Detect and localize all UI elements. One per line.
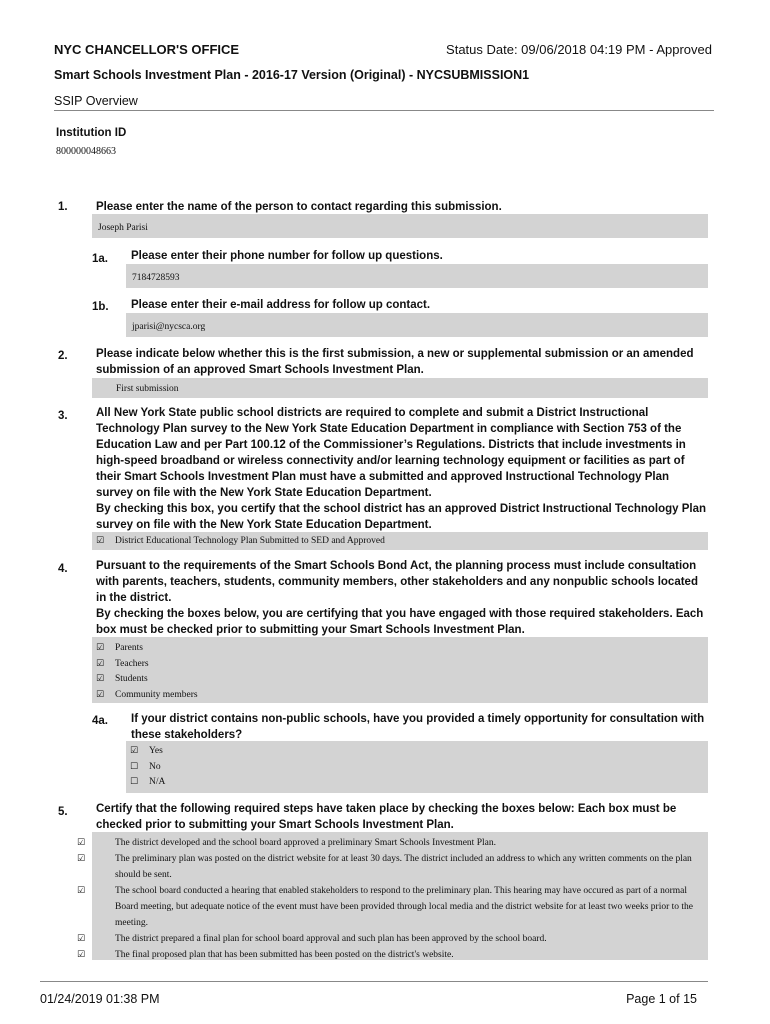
q5-option-posted — [77, 851, 696, 883]
q4-option-label: Parents — [115, 643, 143, 653]
q4a-text: If your district contains non-public schools, have you provided a timely opportunity for consultation with these stakeholders? — [131, 713, 705, 741]
q2-answer: First submission — [116, 384, 179, 394]
checkbox-checked-icon[interactable]: ☑ — [96, 658, 105, 669]
institution-id-label: Institution ID — [56, 127, 127, 139]
checkbox-checked-icon[interactable]: ☑ — [96, 643, 105, 653]
q5-option-developed — [77, 835, 696, 851]
q5-option-final-plan — [77, 931, 696, 947]
q3-text-main: All New York State public school districts are required to complete and submit a District Instructional Technology Plan survey to the New York State Education Department in compliance with Section 753 of the Education Law and per Part 100.12 of the Commissioner’s Regulations. Districts that include investments in high-speed broadband or wireless connectivity and/or learning technology equipment or facilities as part of their Smart Schools Investment Plan must have a submitted and approved Instructional Technology Plan survey on file with the New York State Education Department. — [96, 407, 686, 499]
q4-number: 4. — [58, 563, 68, 575]
q3-option-row — [96, 534, 385, 550]
q4a-option-label: N/A — [149, 777, 166, 788]
q4a-option-na — [130, 775, 165, 791]
q5-option-list — [77, 835, 696, 963]
q1b-text: Please enter their e-mail address for follow up contact. — [131, 299, 431, 311]
q1-answer: Joseph Parisi — [98, 223, 148, 233]
q4-option-list — [96, 641, 198, 703]
q4-option-students — [96, 672, 198, 688]
q5-option-website — [77, 947, 696, 963]
q4a-options-box — [126, 741, 708, 793]
q5-option-label: The district prepared a final plan for school board approval and such plan has been approved by the school board. — [115, 934, 547, 944]
q4a-option-no — [130, 760, 165, 776]
radio-unchecked-icon[interactable]: ☐ — [130, 761, 139, 772]
status-date: Status Date: 09/06/2018 04:19 PM - Approved — [446, 42, 712, 57]
page-number: Page 1 of 15 — [626, 992, 697, 1006]
q4a-option-label: No — [149, 761, 161, 772]
q5-option-label: The preliminary plan was posted on the district website for at least 30 days. The district included an address to which any written comments on the plan should be sent. — [115, 854, 692, 880]
q4a-number: 4a. — [92, 715, 108, 727]
q4-option-community — [96, 688, 198, 704]
q2-answer-box — [92, 378, 708, 398]
footer-divider — [40, 981, 708, 982]
q5-text: Certify that the following required steps have taken place by checking the boxes below: Each box must be checked prior to submitting your Smart Schools Investment Plan. — [96, 803, 677, 831]
q3-text-certify: By checking this box, you certify that the school district has an approved District Instructional Technology Plan survey on file with the New York State Education Department. — [96, 503, 707, 531]
q3-option-label: District Educational Technology Plan Submitted to SED and Approved — [115, 536, 385, 546]
q1-text: Please enter the name of the person to contact regarding this submission. — [96, 201, 502, 213]
checkbox-checked-icon[interactable]: ☑ — [96, 689, 105, 700]
q4a-option-yes — [130, 744, 165, 760]
q3-text — [96, 405, 708, 533]
radio-checked-icon[interactable]: ☑ — [130, 746, 139, 756]
q1a-number: 1a. — [92, 253, 108, 265]
office-name: NYC CHANCELLOR'S OFFICE — [54, 42, 240, 57]
checkbox-checked-icon[interactable]: ☑ — [77, 934, 86, 944]
q5-option-hearing — [77, 883, 696, 931]
q1b-number: 1b. — [92, 301, 109, 313]
q4-text-certify: By checking the boxes below, you are certifying that you have engaged with those required stakeholders. Each box must be checked prior to submitting your Smart Schools Investment Plan. — [96, 608, 704, 636]
q1-answer-box — [92, 214, 708, 238]
q4-option-label: Community members — [115, 689, 198, 700]
q1a-text: Please enter their phone number for follow up questions. — [131, 250, 443, 262]
q5-option-label: The school board conducted a hearing that enabled stakeholders to respond to the preliminary plan. This hearing may have occured as part of a normal Board meeting, but adequate notice of the event must have been provided through local media and the district website for at least two weeks prior to the meeting. — [115, 886, 694, 928]
q4a-option-list — [130, 744, 165, 791]
q4a-option-label: Yes — [149, 746, 163, 756]
checkbox-checked-icon[interactable]: ☑ — [96, 674, 105, 685]
header-divider — [54, 110, 714, 111]
checkbox-checked-icon[interactable]: ☑ — [77, 854, 86, 864]
q1a-answer-box — [126, 264, 708, 288]
section-title: SSIP Overview — [54, 94, 138, 108]
q5-number: 5. — [58, 806, 68, 818]
institution-id-value: 800000048663 — [56, 146, 116, 157]
q1b-answer: jparisi@nycsca.org — [132, 322, 206, 332]
checkbox-checked-icon[interactable]: ☑ — [77, 886, 86, 896]
q4-text-main: Pursuant to the requirements of the Smart Schools Bond Act, the planning process must include consultation with parents, teachers, students, community members, other stakeholders and any nonpublic schools located in the district. — [96, 560, 698, 604]
q1b-answer-box — [126, 313, 708, 337]
q1a-answer: 7184728593 — [132, 273, 180, 283]
q2-number: 2. — [58, 350, 68, 362]
q4-option-parents — [96, 641, 198, 657]
q1-number: 1. — [58, 201, 68, 213]
q5-option-label: The district developed and the school board approved a preliminary Smart Schools Investment Plan. — [115, 838, 496, 848]
checkbox-checked-icon[interactable]: ☑ — [77, 950, 86, 960]
q3-number: 3. — [58, 410, 68, 422]
q3-options-box — [92, 532, 708, 550]
q4-option-teachers — [96, 657, 198, 673]
q5-options-box — [77, 832, 708, 960]
q4-options-box — [92, 637, 708, 703]
checkbox-checked-icon[interactable]: ☑ — [77, 838, 86, 848]
q4-option-label: Teachers — [115, 658, 149, 669]
q5-option-label: The final proposed plan that has been submitted has been posted on the district's website. — [115, 950, 454, 960]
q2-text: Please indicate below whether this is the first submission, a new or supplemental submission or an amended submission of an approved Smart Schools Investment Plan. — [96, 348, 694, 376]
q4-text — [96, 558, 708, 638]
checkbox-checked-icon[interactable]: ☑ — [96, 536, 105, 546]
plan-title: Smart Schools Investment Plan - 2016-17 Version (Original) - NYCSUBMISSION1 — [54, 68, 530, 82]
q4-option-label: Students — [115, 674, 148, 685]
radio-unchecked-icon[interactable]: ☐ — [130, 777, 139, 788]
print-date: 01/24/2019 01:38 PM — [40, 992, 160, 1006]
